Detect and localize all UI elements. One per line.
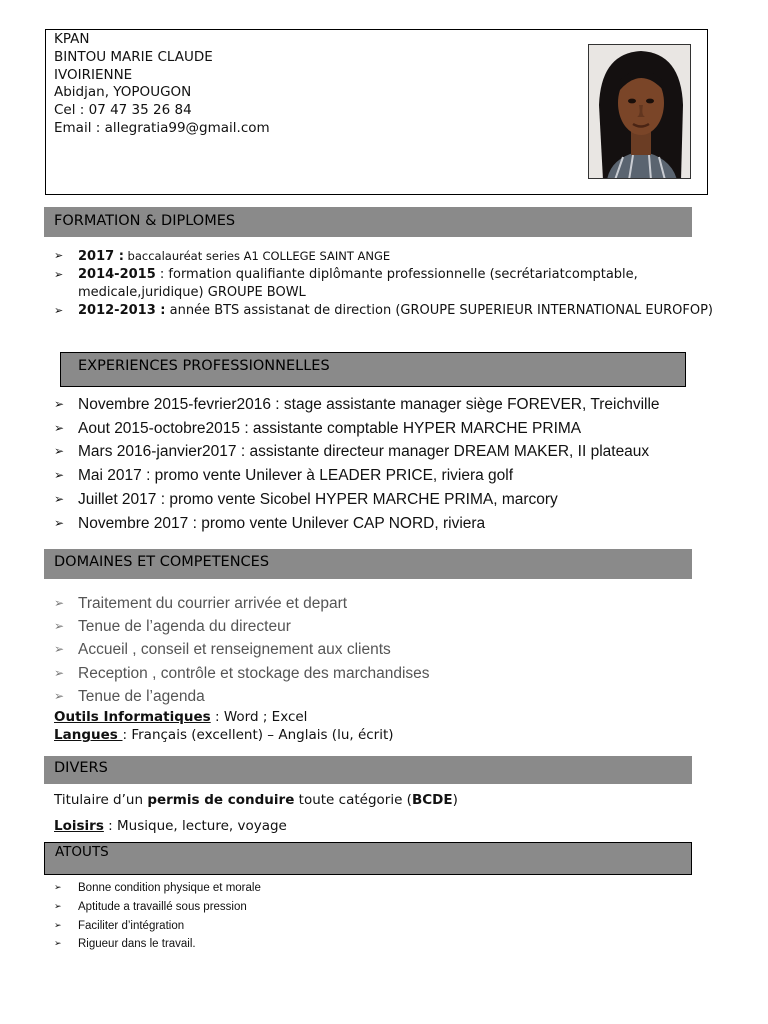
experience-text: Novembre 2015-fevrier2016 : stage assistante manager siège FOREVER, Treichville	[78, 396, 660, 413]
arrow-bullet-icon: ➢	[54, 901, 62, 912]
competence-text: Tenue de l’agenda	[78, 687, 205, 705]
experience-text: Mars 2016-janvier2017 : assistante directeur manager DREAM MAKER, II plateaux	[78, 443, 650, 461]
arrow-bullet-icon: ➢	[54, 491, 65, 506]
experience-item	[54, 440, 660, 464]
section-atouts-title: ATOUTS	[55, 844, 109, 860]
first-names: BINTOU MARIE CLAUDE	[54, 48, 213, 65]
experience-item	[54, 464, 660, 488]
nationality: IVOIRIENNE	[54, 66, 133, 83]
permis-prefix: Titulaire d’un	[54, 792, 148, 808]
arrow-bullet-icon: ➢	[54, 665, 65, 680]
phone: Cel : 07 47 35 26 84	[54, 102, 192, 119]
competence-item	[54, 638, 430, 661]
section-experiences	[60, 352, 686, 387]
arrow-bullet-icon: ➢	[54, 420, 65, 435]
outils-value: : Word ; Excel	[210, 709, 308, 725]
formation-text: baccalauréat series A1 COLLEGE SAINT ANGE	[123, 249, 391, 263]
contact-info	[54, 31, 270, 138]
arrow-bullet-icon: ➢	[54, 920, 62, 931]
arrow-bullet-icon: ➢	[54, 515, 65, 530]
formation-list	[54, 247, 714, 320]
permis-line	[54, 792, 458, 808]
competence-text: Traitement du courrier arrivée et depart	[78, 595, 348, 612]
permis-end: )	[452, 792, 458, 808]
formation-text: : formation qualifiante diplômante professionnelle (secrétariatcomptable, medicale,juridique) GROUPE BOWL	[78, 267, 638, 300]
experience-text: Novembre 2017 : promo vente Unilever CAP NORD, riviera	[78, 514, 486, 532]
section-domaines-title: DOMAINES ET COMPETENCES	[54, 554, 270, 570]
atout-text: Rigueur dans le travail.	[78, 938, 196, 951]
loisirs-line	[54, 818, 287, 834]
profile-photo	[588, 44, 691, 179]
loisirs-label: Loisirs	[54, 818, 104, 834]
arrow-bullet-icon: ➢	[54, 619, 65, 634]
arrow-bullet-icon: ➢	[54, 268, 64, 281]
competence-text: Tenue de l’agenda du directeur	[78, 618, 291, 636]
experience-list	[54, 393, 660, 535]
atouts-list	[54, 879, 261, 954]
experience-item	[54, 488, 660, 512]
section-divers	[44, 756, 692, 784]
langues-line	[54, 726, 394, 744]
competence-text: Accueil , conseil et renseignement aux clients	[78, 641, 391, 659]
atout-item	[54, 879, 261, 898]
address: Abidjan, YOPOUGON	[54, 84, 192, 101]
arrow-bullet-icon: ➢	[54, 642, 65, 657]
arrow-bullet-icon: ➢	[54, 444, 65, 459]
arrow-bullet-icon: ➢	[54, 468, 65, 483]
tools-and-languages	[54, 708, 394, 744]
formation-year: 2017 :	[78, 249, 124, 264]
section-formation	[44, 207, 692, 237]
section-atouts	[44, 842, 692, 875]
arrow-bullet-icon: ➢	[54, 304, 64, 317]
experience-text: Juillet 2017 : promo vente Sicobel HYPER MARCHE PRIMA, marcory	[78, 490, 558, 508]
arrow-bullet-icon: ➢	[54, 397, 65, 411]
arrow-bullet-icon: ➢	[54, 596, 65, 610]
arrow-bullet-icon: ➢	[54, 688, 65, 703]
outils-line	[54, 708, 394, 726]
arrow-bullet-icon: ➢	[54, 249, 64, 262]
experience-item	[54, 417, 660, 441]
experience-item	[54, 393, 660, 417]
arrow-bullet-icon: ➢	[54, 883, 62, 893]
competences-list	[54, 592, 430, 708]
permis-mid: toute catégorie (	[294, 792, 412, 808]
last-name: KPAN	[54, 31, 90, 47]
section-divers-title: DIVERS	[54, 760, 108, 776]
formation-year: 2014-2015	[78, 267, 156, 282]
section-formation-title: FORMATION & DIPLOMES	[54, 213, 236, 229]
competence-text: Reception , contrôle et stockage des marchandises	[78, 664, 430, 682]
competence-item	[54, 615, 430, 638]
experience-text: Aout 2015-octobre2015 : assistante comptable HYPER MARCHE PRIMA	[78, 419, 582, 437]
outils-label: Outils Informatiques	[54, 709, 211, 725]
formation-item	[54, 247, 714, 266]
competence-item	[54, 662, 430, 685]
permis-bold: permis de conduire	[147, 792, 295, 808]
atout-text: Aptitude a travaillé sous pression	[78, 900, 247, 913]
atout-item	[54, 898, 261, 917]
loisirs-value: : Musique, lecture, voyage	[103, 818, 287, 834]
atout-text: Faciliter d’intégration	[78, 919, 185, 932]
email: Email : allegratia99@gmail.com	[54, 119, 270, 136]
atout-item	[54, 935, 261, 954]
langues-value: : Français (excellent) – Anglais (lu, écrit)	[122, 727, 394, 743]
formation-year: 2012-2013 :	[78, 303, 166, 318]
permis-category: BCDE	[411, 792, 453, 808]
arrow-bullet-icon: ➢	[54, 939, 62, 950]
formation-text: année BTS assistanat de direction (GROUPE SUPERIEUR INTERNATIONAL EUROFOP)	[165, 303, 713, 318]
atout-item	[54, 917, 261, 936]
section-domaines	[44, 549, 692, 579]
formation-item	[54, 302, 714, 320]
section-experiences-title: EXPERIENCES PROFESSIONNELLES	[78, 358, 330, 374]
formation-item	[54, 266, 714, 302]
langues-label: Langues	[54, 727, 123, 743]
competence-item	[54, 685, 430, 708]
competence-item	[54, 592, 430, 615]
experience-text: Mai 2017 : promo vente Unilever à LEADER PRICE, riviera golf	[78, 467, 514, 485]
experience-item	[54, 512, 660, 536]
atout-text: Bonne condition physique et morale	[78, 882, 261, 894]
